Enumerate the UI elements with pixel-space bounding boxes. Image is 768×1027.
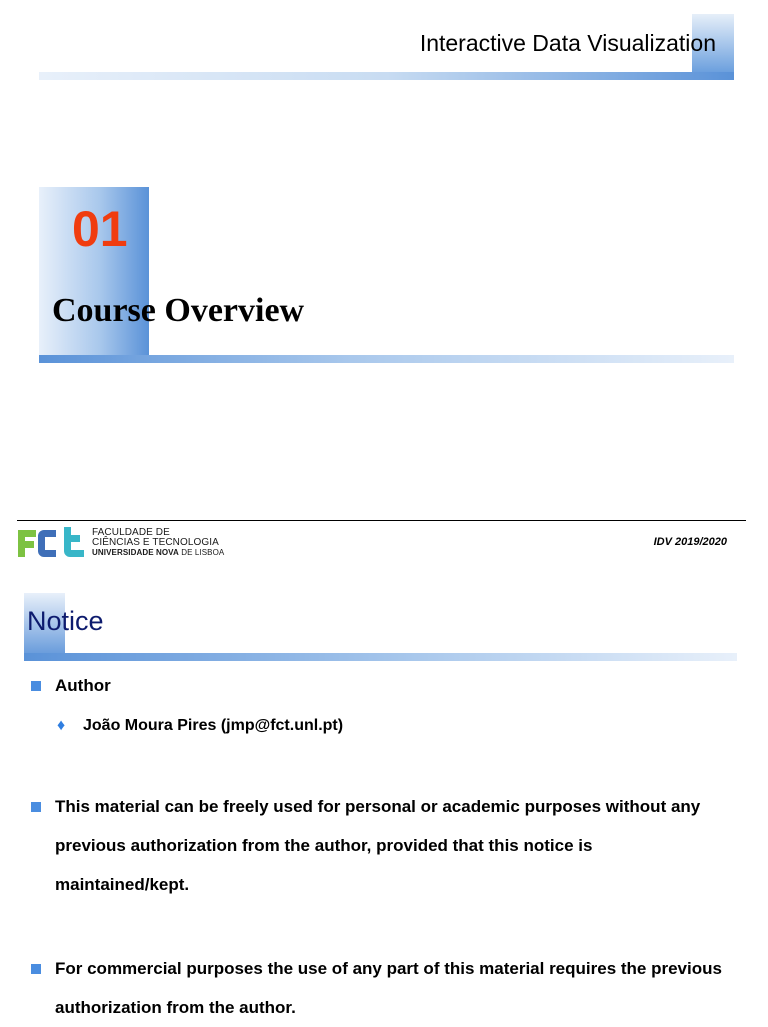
bullet-item-usage: This material can be freely used for personal or academic purposes without any previous authorization from the author, provided that this notice is maintained/kept. [55, 797, 701, 894]
course-tag: IDV 2019/2020 [653, 536, 727, 548]
logo-line-2: CIÊNCIAS E TECNOLOGIA [92, 537, 219, 548]
logo-line-3-bold: UNIVERSIDADE NOVA [92, 548, 179, 557]
fct-logo [16, 526, 224, 560]
notice-accent-line [24, 653, 737, 661]
bullet-item-author: Author [55, 676, 111, 695]
chapter-number: 01 [72, 201, 128, 257]
logo-line-3 [92, 548, 224, 558]
bullet-marker [31, 802, 41, 812]
fct-logo-icon [16, 526, 88, 560]
bullet-marker [31, 964, 41, 974]
header-divider [17, 520, 746, 521]
bullet-marker [31, 681, 41, 691]
bullet-item-commercial: For commercial purposes the use of any part of this material requires the previous authorization from the author. [55, 959, 722, 1017]
course-header-title: Interactive Data Visualization [419, 30, 716, 56]
header-accent-line [39, 72, 734, 80]
diamond-bullet-icon: ♦ [57, 717, 66, 734]
chapter-title: Course Overview [52, 292, 305, 329]
logo-line-1: FACULDADE DE [92, 527, 170, 538]
notice-slide [0, 515, 768, 1024]
logo-line-3-rest: DE LISBOA [178, 548, 225, 557]
author-name: João Moura Pires (jmp@fct.unl.pt) [83, 717, 344, 734]
chapter-accent-line [39, 355, 734, 363]
notice-title: Notice [27, 606, 104, 636]
logo-wordmark [92, 528, 224, 558]
